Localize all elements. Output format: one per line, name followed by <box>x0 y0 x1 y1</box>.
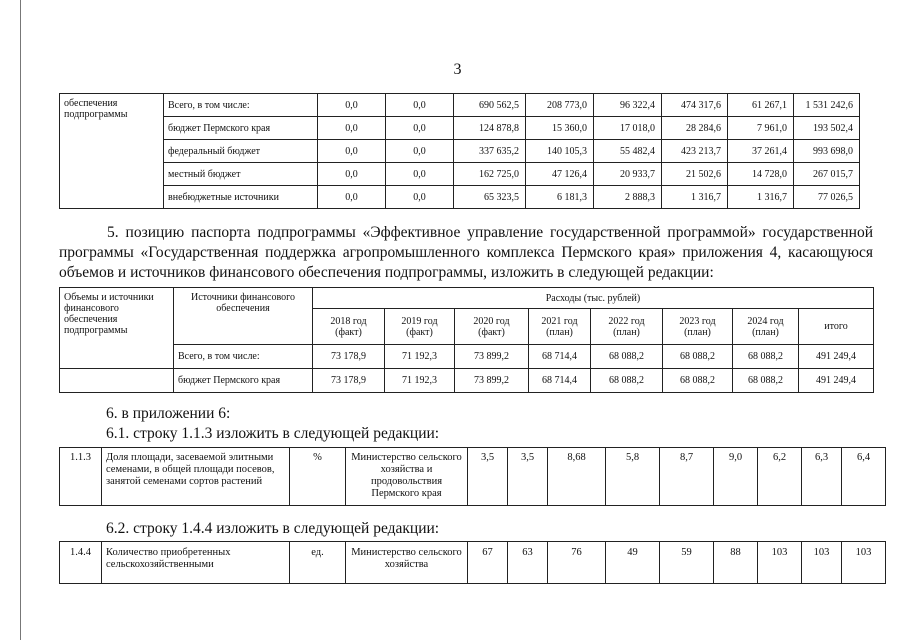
value-cell: 49 <box>606 542 660 584</box>
table-row-1-1-3 <box>59 447 886 506</box>
table-row <box>60 117 860 140</box>
value-cell: 73 899,2 <box>455 345 529 369</box>
value-cell: 68 088,2 <box>733 369 799 393</box>
table-row <box>60 448 886 506</box>
year-header: 2020 год (факт) <box>455 309 529 345</box>
value-cell: 0,0 <box>386 163 454 186</box>
value-cell: 0,0 <box>386 94 454 117</box>
source-cell: внебюджетные источники <box>164 186 318 209</box>
year-header: 2019 год (факт) <box>385 309 455 345</box>
year-header: итого <box>799 309 874 345</box>
value-cell: 3,5 <box>468 448 508 506</box>
table-subprogram-financing-continuation <box>59 93 860 209</box>
table-row <box>60 369 874 393</box>
value-cell: 67 <box>468 542 508 584</box>
value-cell: 61 267,1 <box>728 94 794 117</box>
value-cell: 73 178,9 <box>313 369 385 393</box>
table-row <box>60 542 886 584</box>
indicator-name: Доля площади, засеваемой элитными семенами, в общей площади посевов, занятой семенами сортов растений <box>102 448 290 506</box>
table-header-row <box>60 288 874 309</box>
table-row <box>60 94 860 117</box>
value-cell: 63 <box>508 542 548 584</box>
value-cell: 17 018,0 <box>594 117 662 140</box>
year-header: 2024 год (план) <box>733 309 799 345</box>
value-cell: 124 878,8 <box>454 117 526 140</box>
header-volumes-sources: Объемы и источники финансового обеспечения подпрограммы <box>60 288 174 369</box>
value-cell: 96 322,4 <box>594 94 662 117</box>
value-cell: 6,4 <box>842 448 886 506</box>
value-cell: 68 088,2 <box>663 369 733 393</box>
value-cell: 103 <box>758 542 802 584</box>
value-cell: 7 961,0 <box>728 117 794 140</box>
value-cell: 6 181,3 <box>526 186 594 209</box>
value-cell: 15 360,0 <box>526 117 594 140</box>
value-cell: 208 773,0 <box>526 94 594 117</box>
value-cell: 0,0 <box>318 117 386 140</box>
table-row-1-4-4 <box>59 541 886 584</box>
value-cell: 0,0 <box>386 186 454 209</box>
value-cell: 68 714,4 <box>529 369 591 393</box>
value-cell: 1 316,7 <box>728 186 794 209</box>
value-cell: 140 105,3 <box>526 140 594 163</box>
value-cell: 103 <box>842 542 886 584</box>
value-cell: 77 026,5 <box>794 186 860 209</box>
table-row <box>60 140 860 163</box>
table-row <box>60 163 860 186</box>
value-cell: 0,0 <box>386 117 454 140</box>
value-cell: 88 <box>714 542 758 584</box>
value-cell: 37 261,4 <box>728 140 794 163</box>
unit-cell: % <box>290 448 346 506</box>
value-cell: 103 <box>802 542 842 584</box>
unit-cell: ед. <box>290 542 346 584</box>
year-header: 2021 год (план) <box>529 309 591 345</box>
table-row <box>60 186 860 209</box>
value-cell: 5,8 <box>606 448 660 506</box>
value-cell: 993 698,0 <box>794 140 860 163</box>
source-cell: местный бюджет <box>164 163 318 186</box>
paragraph-6-2: 6.2. строку 1.4.4 изложить в следующей редакции: <box>106 520 440 537</box>
executor-cell: Министерство сельского хозяйства и продовольствия Пермского края <box>346 448 468 506</box>
value-cell: 76 <box>548 542 606 584</box>
row-label: обеспечения подпрограммы <box>60 94 164 209</box>
empty-cell <box>60 369 174 393</box>
paragraph-6-1: 6.1. строку 1.1.3 изложить в следующей редакции: <box>106 425 440 442</box>
value-cell: 2 888,3 <box>594 186 662 209</box>
source-cell: федеральный бюджет <box>164 140 318 163</box>
value-cell: 0,0 <box>386 140 454 163</box>
table-subprogram-financing-new <box>59 287 874 393</box>
value-cell: 73 178,9 <box>313 345 385 369</box>
value-cell: 71 192,3 <box>385 369 455 393</box>
source-cell: бюджет Пермского края <box>164 117 318 140</box>
value-cell: 0,0 <box>318 163 386 186</box>
value-cell: 491 249,4 <box>799 369 874 393</box>
value-cell: 68 088,2 <box>663 345 733 369</box>
value-cell: 337 635,2 <box>454 140 526 163</box>
value-cell: 8,68 <box>548 448 606 506</box>
value-cell: 1 531 242,6 <box>794 94 860 117</box>
value-cell: 47 126,4 <box>526 163 594 186</box>
year-header: 2018 год (факт) <box>313 309 385 345</box>
year-header: 2022 год (план) <box>591 309 663 345</box>
row-code: 1.4.4 <box>60 542 102 584</box>
value-cell: 21 502,6 <box>662 163 728 186</box>
source-cell: Всего, в том числе: <box>164 94 318 117</box>
value-cell: 68 714,4 <box>529 345 591 369</box>
value-cell: 59 <box>660 542 714 584</box>
value-cell: 68 088,2 <box>591 345 663 369</box>
value-cell: 690 562,5 <box>454 94 526 117</box>
header-financing-sources: Источники финансового обеспечения <box>174 288 313 345</box>
value-cell: 3,5 <box>508 448 548 506</box>
value-cell: 14 728,0 <box>728 163 794 186</box>
indicator-name: Количество приобретенных сельскохозяйственными <box>102 542 290 584</box>
value-cell: 55 482,4 <box>594 140 662 163</box>
value-cell: 491 249,4 <box>799 345 874 369</box>
value-cell: 73 899,2 <box>455 369 529 393</box>
value-cell: 0,0 <box>318 94 386 117</box>
value-cell: 9,0 <box>714 448 758 506</box>
value-cell: 6,2 <box>758 448 802 506</box>
value-cell: 423 213,7 <box>662 140 728 163</box>
value-cell: 162 725,0 <box>454 163 526 186</box>
header-expenses: Расходы (тыс. рублей) <box>313 288 874 309</box>
value-cell: 474 317,6 <box>662 94 728 117</box>
paragraph-5: 5. позицию паспорта подпрограммы «Эффективное управление государственной программой» государственной программы «Государственная поддержка агропромышленного комплекса Пермского края» приложения 4, касающуюся объемов и источников финансового обеспечения подпрограммы, изложить в следующей редакции: <box>59 224 873 281</box>
value-cell: 0,0 <box>318 186 386 209</box>
value-cell: 0,0 <box>318 140 386 163</box>
executor-cell: Министерство сельского хозяйства <box>346 542 468 584</box>
table-row <box>60 345 874 369</box>
paragraph-6: 6. в приложении 6: <box>106 405 231 422</box>
value-cell: 267 015,7 <box>794 163 860 186</box>
row-code: 1.1.3 <box>60 448 102 506</box>
value-cell: 6,3 <box>802 448 842 506</box>
value-cell: 28 284,6 <box>662 117 728 140</box>
page-number: 3 <box>453 61 462 78</box>
year-header: 2023 год (план) <box>663 309 733 345</box>
value-cell: 68 088,2 <box>591 369 663 393</box>
source-cell: бюджет Пермского края <box>174 369 313 393</box>
source-cell: Всего, в том числе: <box>174 345 313 369</box>
value-cell: 71 192,3 <box>385 345 455 369</box>
value-cell: 8,7 <box>660 448 714 506</box>
value-cell: 68 088,2 <box>733 345 799 369</box>
value-cell: 1 316,7 <box>662 186 728 209</box>
value-cell: 193 502,4 <box>794 117 860 140</box>
value-cell: 20 933,7 <box>594 163 662 186</box>
page-left-border <box>20 0 21 640</box>
value-cell: 65 323,5 <box>454 186 526 209</box>
